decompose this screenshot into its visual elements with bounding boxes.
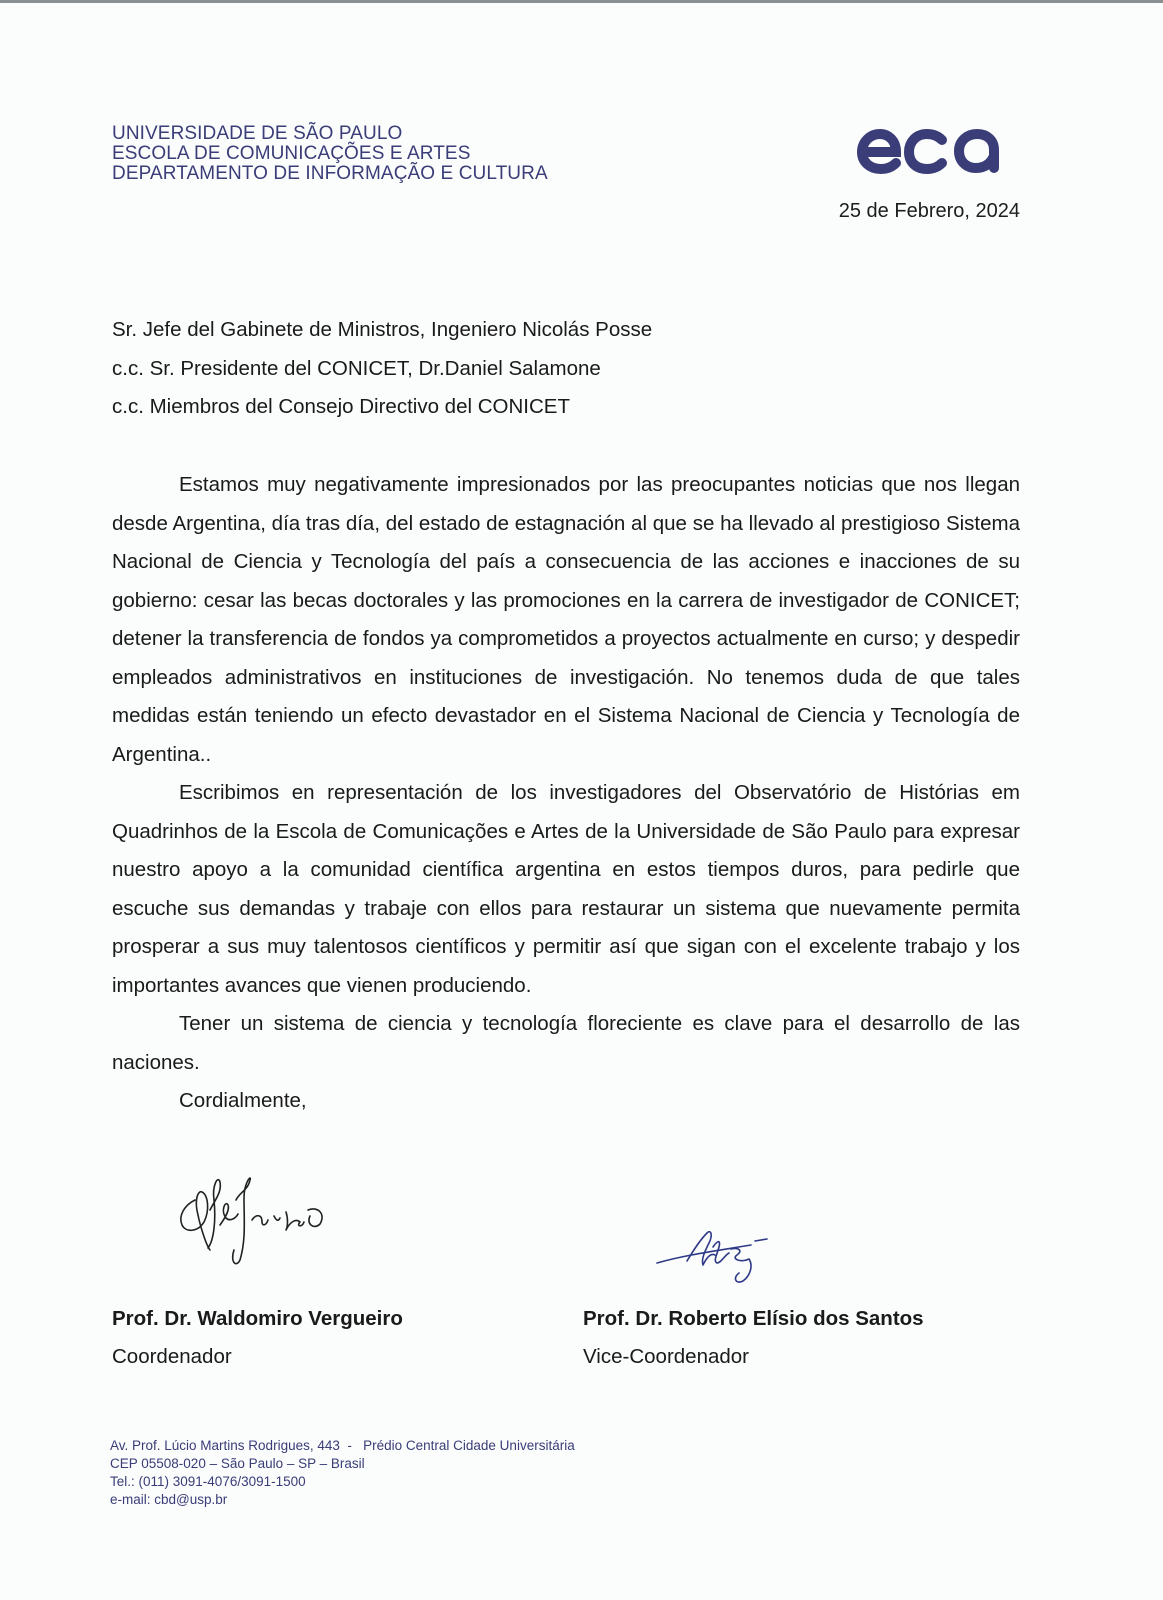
signer-role: Coordenador	[112, 1345, 232, 1368]
footer-cep: CEP 05508-020 – São Paulo – SP – Brasil	[110, 1456, 365, 1471]
recipient-line: Sr. Jefe del Gabinete de Ministros, Ingeniero Nicolás Posse	[112, 318, 653, 341]
signer-block-1	[112, 1300, 403, 1376]
paragraph-1: Estamos muy negativamente impresionados por las preocupantes noticias que nos llegan desde Argentina, día tras día, del estado de estagnación al que se ha llevado al prestigioso Sistema Nacional de Ciencia y Tecnología del país a consecuencia de las acciones e inacciones de su gobierno: cesar las becas doctorales y las promociones en la carrera de investigador de CONICET; detener la transferencia de fondos ya comprometidos a proyectos actualmente en curso; y despedir empleados administrativos en instituciones de investigación. No tenemos duda de que tales medidas están teniendo un efecto devastador en el Sistema Nacional de Ciencia y Tecnología de Argentina..	[112, 473, 1020, 766]
footer-email: e-mail: cbd@usp.br	[110, 1492, 228, 1507]
letterhead	[112, 124, 548, 184]
signer-name: Prof. Dr. Roberto Elísio dos Santos	[583, 1307, 924, 1330]
department-name: DEPARTAMENTO DE INFORMAÇÃO E CULTURA	[112, 163, 548, 184]
recipient-line: c.c. Sr. Presidente del CONICET, Dr.Daniel Salamone	[112, 356, 601, 380]
recipients	[112, 311, 652, 427]
signature-santos	[655, 1225, 780, 1295]
signature-vergueiro	[170, 1170, 345, 1270]
letter-date: 25 de Febrero, 2024	[838, 200, 1020, 222]
paragraph-3: Tener un sistema de ciencia y tecnología floreciente es clave para el desarrollo de las naciones.	[112, 1012, 1020, 1074]
footer-address	[110, 1437, 575, 1509]
signer-role: Vice-Coordenador	[583, 1345, 750, 1368]
scan-edge	[0, 0, 1163, 3]
school-name: ESCOLA DE COMUNICAÇÕES E ARTES	[112, 143, 471, 164]
letter-body	[112, 466, 1020, 1121]
footer-phone: Tel.: (011) 3091-4076/3091-1500	[110, 1474, 306, 1489]
signer-name: Prof. Dr. Waldomiro Vergueiro	[112, 1307, 403, 1330]
closing: Cordialmente,	[179, 1089, 307, 1112]
paragraph-2: Escribimos en representación de los investigadores del Observatório de Histórias em Quadrinhos de la Escola de Comunicações e Artes de la Universidade de São Paulo para expresar nuestro apoyo a la comunidad científica argentina en estos tiempos duros, para pedirle que escuche sus demandas y trabaje con ellos para restaurar un sistema que nuevamente permita prosperar a sus muy talentosos científicos y permitir así que sigan con el excelente trabajo y los importantes avances que vienen produciendo.	[112, 781, 1020, 997]
footer-street: Av. Prof. Lúcio Martins Rodrigues, 443 - Prédio Central Cidade Universitária	[110, 1438, 575, 1453]
signer-block-2	[583, 1300, 924, 1376]
recipient-line: c.c. Miembros del Consejo Directivo del CONICET	[112, 395, 570, 418]
eca-logo	[856, 128, 1006, 174]
university-name: UNIVERSIDADE DE SÃO PAULO	[112, 123, 403, 144]
